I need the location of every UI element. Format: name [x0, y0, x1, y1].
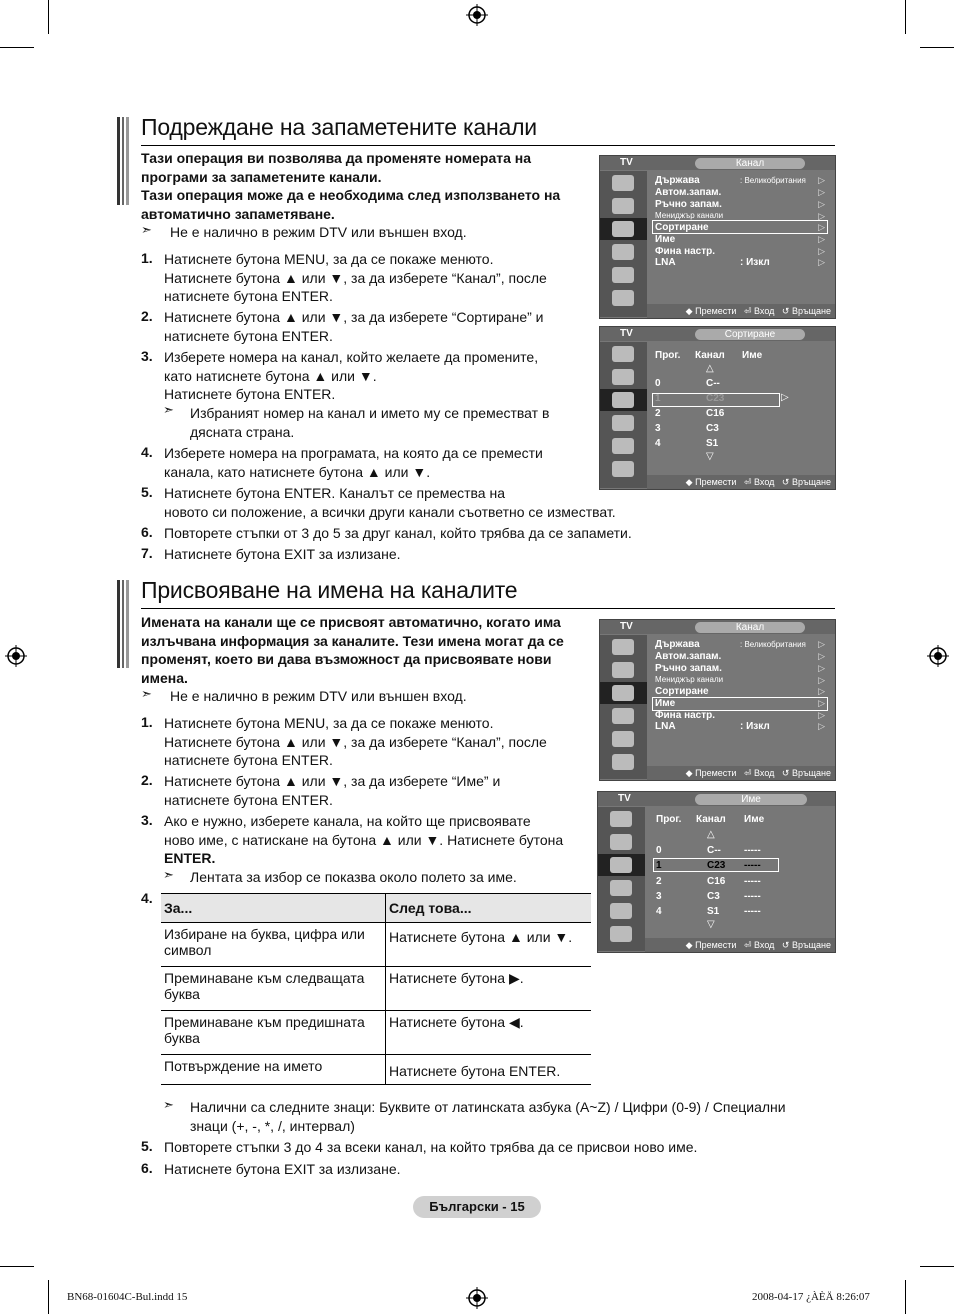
prog-number: 0 — [655, 378, 661, 389]
tv-menu-screen — [599, 619, 836, 781]
return-icon: ↺ — [781, 306, 790, 316]
menu-value: : Изкл — [740, 721, 770, 732]
menu-item: Име — [655, 234, 676, 245]
move-icon: ◆ — [685, 940, 693, 950]
step-number: 3. — [141, 812, 153, 828]
step-number: 7. — [141, 545, 153, 561]
step-text: Натиснете бутона MENU, за да се покаже менюто. Натиснете бутона ▲ или ▼, за да изберете “Канал”, после натиснете бутона ENTER. — [164, 251, 547, 304]
table-cell: Натиснете бутона ▶. — [386, 967, 592, 1011]
sound-icon — [610, 834, 632, 850]
input-icon — [612, 438, 634, 454]
move-icon: ◆ — [685, 306, 693, 316]
menu-item: LNA — [655, 257, 676, 268]
menu-item: Име — [655, 698, 676, 709]
step-text: Натиснете бутона ENTER. Каналът се премества на новото си положение, а всички други канали съответно се изместват. — [164, 485, 616, 520]
footer-move: Премести — [695, 768, 737, 778]
input-icon — [612, 267, 634, 283]
screen-footer — [647, 304, 835, 318]
right-triangle-icon: ▷ — [818, 639, 825, 649]
application-icon — [612, 754, 634, 770]
intro-paragraph: Тази операция може да е необходима след използването на автоматично запаметяване. — [141, 187, 561, 222]
channel-cell: S1 — [707, 906, 720, 917]
step-text: Натиснете бутона EXIT за излизане. — [164, 546, 401, 562]
crop-mark — [905, 0, 906, 34]
right-triangle-icon: ▷ — [818, 234, 825, 244]
channel-icon — [610, 857, 632, 873]
table-header-cell: За... — [161, 894, 386, 923]
print-date: 2008-04-17 ¿ÀÈÄ 8:26:07 — [752, 1291, 870, 1303]
right-triangle-icon: ▷ — [818, 257, 825, 267]
table-cell: Натиснете бутона ▲ или ▼. — [386, 923, 592, 967]
step-text: Натиснете бутона ▲ или ▼, за да изберете “Име” и натиснете бутона ENTER. — [164, 773, 501, 808]
step-number: 3. — [141, 348, 153, 364]
tv-menu-screen — [599, 155, 836, 319]
application-icon — [612, 290, 634, 306]
column-header: Канал — [696, 814, 726, 825]
table-cell: Преминаване към следващата буква — [161, 967, 386, 1011]
prog-number: 0 — [656, 845, 662, 856]
screen-footer — [647, 766, 835, 780]
file-name: BN68-01604C-Bul.indd 15 — [67, 1291, 188, 1303]
screen-title: Канал — [695, 158, 805, 169]
table-row — [161, 923, 591, 967]
section-title: Присвояване на имена на каналите — [141, 577, 518, 603]
right-triangle-icon: ▷ — [818, 663, 825, 673]
channel-cell: C-- — [706, 378, 720, 389]
menu-item: Фина настр. — [655, 710, 716, 721]
right-triangle-icon: ▷ — [818, 675, 825, 685]
footer-return: Връщане — [791, 306, 831, 316]
prog-number: 3 — [655, 423, 661, 434]
menu-item: Държава — [655, 639, 700, 650]
right-triangle-icon: ▷ — [818, 710, 825, 720]
name-cell: ----- — [744, 876, 761, 887]
input-icon — [610, 903, 632, 919]
section-rule — [141, 608, 835, 609]
menu-sidebar — [598, 807, 645, 951]
action-table — [161, 893, 591, 1085]
crop-mark — [920, 47, 954, 48]
page-number-label: Български - 15 — [413, 1196, 541, 1218]
screen-footer — [645, 938, 835, 952]
setup-icon — [612, 244, 634, 260]
screen-footer — [647, 475, 835, 489]
picture-icon — [612, 346, 634, 362]
channel-cell: S1 — [706, 438, 719, 449]
return-icon: ↺ — [781, 768, 790, 778]
channel-cell: C23 — [706, 393, 725, 404]
setup-icon — [612, 415, 634, 431]
prog-number: 1 — [655, 393, 661, 404]
intro-paragraph: Имената на канали ще се присвоят автоматично, когато има излъчвана информация за каналите. Тези имена могат да се променят, което ви дава възможност да присвоявате нови имена. — [141, 614, 564, 686]
column-header: Име — [742, 350, 763, 361]
step-text: Ако е нужно, изберете канала, на който ще присвоявате ново име, с натискане на бутона ▲ или ▼. Натиснете бутона ENTER. — [164, 813, 564, 866]
column-header: Канал — [695, 350, 725, 361]
footer-enter: Вход — [754, 306, 775, 316]
table-cell: Потвърждение на името — [161, 1055, 386, 1085]
right-triangle-icon: ▷ — [818, 651, 825, 661]
menu-item: Ръчно запам. — [655, 199, 722, 210]
menu-sidebar — [600, 342, 647, 488]
menu-sidebar — [600, 171, 647, 317]
column-header: Име — [744, 814, 765, 825]
section-rule — [141, 145, 835, 146]
menu-value: : Великобритания — [740, 176, 806, 185]
right-triangle-icon: ▷ — [818, 199, 825, 209]
section-bar — [117, 580, 129, 668]
table-row — [161, 1055, 591, 1085]
table-cell: Преминаване към предишната буква — [161, 1011, 386, 1055]
registration-mark-icon — [5, 645, 27, 667]
crop-mark — [920, 1266, 954, 1267]
up-triangle-icon: △ — [707, 829, 715, 840]
menu-item: Сортиране — [655, 686, 709, 697]
registration-mark-icon — [466, 4, 488, 26]
step-number: 4. — [141, 890, 153, 906]
table-header-cell: След това... — [386, 894, 592, 923]
note-arrow-icon: ➣ — [163, 402, 174, 417]
right-triangle-icon: ▷ — [818, 721, 825, 731]
table-cell: Натиснете бутона ◀. — [386, 1011, 592, 1055]
picture-icon — [610, 811, 632, 827]
step-text: Повторете стъпки 3 до 4 за всеки канал, на който трябва да се присвои ново име. — [164, 1139, 698, 1155]
footer-return: Връщане — [791, 768, 831, 778]
crop-mark — [48, 1280, 49, 1314]
step-number: 6. — [141, 524, 153, 540]
prog-number: 1 — [656, 860, 662, 871]
sound-icon — [612, 198, 634, 214]
tv-label: TV — [620, 621, 633, 632]
note-arrow-icon: ➣ — [141, 222, 152, 237]
channel-cell: C16 — [706, 408, 725, 419]
enter-icon: ⏎ — [743, 477, 752, 487]
move-icon: ◆ — [685, 477, 693, 487]
intro-paragraph: Тази операция ви позволява да променяте номерата на програми за запаметените канали. — [141, 150, 532, 185]
footer-return: Връщане — [791, 940, 831, 950]
tv-label: TV — [620, 157, 633, 168]
step-text: Повторете стъпки от 3 до 5 за друг канал, който трябва да се запамети. — [164, 525, 632, 541]
note-text: Избраният номер на канал и името му се преместват в дясната страна. — [190, 405, 550, 440]
picture-icon — [612, 175, 634, 191]
tv-label: TV — [618, 793, 631, 804]
screen-title: Канал — [695, 622, 805, 633]
note-text: Налични са следните знаци: Буквите от латинската азбука (A~Z) / Цифри (0-9) / Специални знаци (+, -, *, /, интервал) — [190, 1099, 786, 1134]
prog-number: 2 — [655, 408, 661, 419]
tv-label: TV — [620, 328, 633, 339]
table-row — [161, 967, 591, 1011]
footer-enter: Вход — [754, 940, 775, 950]
screen-title: Име — [695, 794, 807, 805]
note-arrow-icon: ➣ — [163, 1097, 174, 1112]
menu-item: Фина настр. — [655, 246, 716, 257]
application-icon — [612, 461, 634, 477]
footer-enter: Вход — [754, 477, 775, 487]
table-cell: Натиснете бутона ENTER. — [386, 1055, 592, 1085]
enter-icon: ⏎ — [743, 940, 752, 950]
name-cell: ----- — [744, 891, 761, 902]
table-header-row — [161, 894, 591, 923]
right-triangle-icon: ▷ — [818, 211, 825, 221]
column-header: Прог. — [656, 814, 682, 825]
step-number: 2. — [141, 308, 153, 324]
note-text: Не е налично в режим DTV или външен вход. — [170, 688, 467, 704]
down-triangle-icon: ▽ — [707, 919, 715, 930]
channel-cell: C23 — [707, 860, 726, 871]
down-triangle-icon: ▽ — [706, 451, 714, 462]
tv-name-screen — [597, 791, 836, 953]
crop-mark — [48, 0, 49, 34]
channel-cell: C3 — [707, 891, 720, 902]
crop-mark — [0, 1266, 34, 1267]
move-icon: ◆ — [685, 768, 693, 778]
right-triangle-icon: ▷ — [818, 686, 825, 696]
menu-item: Автом.запам. — [655, 651, 722, 662]
right-triangle-icon: ▷ — [818, 222, 825, 232]
right-triangle-icon: ▷ — [818, 698, 825, 708]
prog-number: 4 — [655, 438, 661, 449]
step-text: Изберете номера на канал, който желаете да промените, като натиснете бутона ▲ или ▼. Натиснете бутона ENTER. — [164, 349, 539, 402]
section-bar — [117, 117, 129, 205]
crop-mark — [905, 1280, 906, 1314]
name-cell: ----- — [744, 906, 761, 917]
prog-number: 2 — [656, 876, 662, 887]
menu-value: : Великобритания — [740, 640, 806, 649]
name-cell: ----- — [744, 845, 761, 856]
step-text: Натиснете бутона MENU, за да се покаже менюто. Натиснете бутона ▲ или ▼, за да изберете “Канал”, после натиснете бутона ENTER. — [164, 715, 547, 768]
menu-item: Автом.запам. — [655, 187, 722, 198]
sound-icon — [612, 369, 634, 385]
step-text: Изберете номера на програмата, на която да се премести канала, като натиснете бутона ▲ или ▼. — [164, 445, 543, 480]
channel-icon — [612, 392, 634, 408]
menu-item: Ръчно запам. — [655, 663, 722, 674]
note-text: Лентата за избор се показва около полето за име. — [190, 869, 517, 885]
enter-icon: ⏎ — [743, 768, 752, 778]
channel-cell: C16 — [707, 876, 726, 887]
channel-cell: C-- — [707, 845, 721, 856]
menu-item: Мениджър канали — [655, 675, 724, 684]
enter-icon: ⏎ — [743, 306, 752, 316]
footer-move: Премести — [695, 940, 737, 950]
prog-number: 4 — [656, 906, 662, 917]
menu-sidebar — [600, 635, 647, 779]
input-icon — [612, 731, 634, 747]
registration-mark-icon — [927, 645, 949, 667]
prog-number: 3 — [656, 891, 662, 902]
sound-icon — [612, 662, 634, 678]
picture-icon — [612, 639, 634, 655]
right-triangle-icon: ▷ — [818, 187, 825, 197]
menu-value: : Изкл — [740, 257, 770, 268]
menu-item: Държава — [655, 175, 700, 186]
footer-move: Премести — [695, 306, 737, 316]
selection-highlight — [652, 697, 828, 711]
return-icon: ↺ — [781, 940, 790, 950]
note-arrow-icon: ➣ — [141, 686, 152, 701]
footer-move: Премести — [695, 477, 737, 487]
column-header: Прог. — [655, 350, 681, 361]
step-number: 6. — [141, 1160, 153, 1176]
step-number: 5. — [141, 1138, 153, 1154]
table-cell: Избиране на буква, цифра или символ — [161, 923, 386, 967]
step-number: 4. — [141, 444, 153, 460]
crop-mark — [0, 47, 34, 48]
step-number: 2. — [141, 772, 153, 788]
return-icon: ↺ — [781, 477, 790, 487]
registration-mark-icon — [466, 1287, 488, 1309]
setup-icon — [612, 708, 634, 724]
channel-cell: C3 — [706, 423, 719, 434]
channel-icon — [612, 221, 634, 237]
menu-item: LNA — [655, 721, 676, 732]
step-number: 1. — [141, 250, 153, 266]
note-arrow-icon: ➣ — [163, 867, 174, 882]
tv-sort-screen — [599, 326, 836, 490]
step-text: Натиснете бутона ▲ или ▼, за да изберете “Сортиране” и натиснете бутона ENTER. — [164, 309, 544, 344]
footer-return: Връщане — [791, 477, 831, 487]
up-triangle-icon: △ — [706, 363, 714, 374]
application-icon — [610, 926, 632, 942]
menu-item: Сортиране — [655, 222, 709, 233]
step-number: 1. — [141, 714, 153, 730]
footer-enter: Вход — [754, 768, 775, 778]
step-number: 5. — [141, 484, 153, 500]
screen-title: Сортиране — [695, 329, 805, 340]
right-triangle-icon: ▷ — [818, 175, 825, 185]
section-title: Подреждане на запаметените канали — [141, 114, 537, 140]
setup-icon — [610, 880, 632, 896]
step-text: Натиснете бутона EXIT за излизане. — [164, 1161, 401, 1177]
note-text: Не е налично в режим DTV или външен вход. — [170, 224, 467, 240]
right-triangle-icon: ▷ — [818, 246, 825, 256]
name-cell: ----- — [744, 860, 761, 871]
channel-icon — [612, 685, 634, 701]
table-row — [161, 1011, 591, 1055]
menu-item: Мениджър канали — [655, 211, 724, 220]
right-triangle-icon: ▷ — [781, 392, 789, 403]
